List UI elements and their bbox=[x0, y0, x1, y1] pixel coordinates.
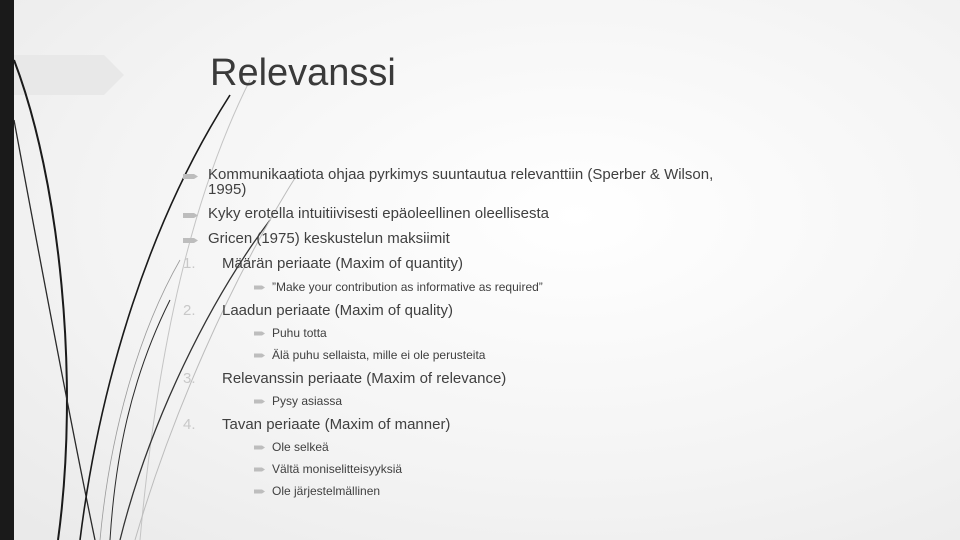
maxim-text: Laadun periaate (Maxim of quality) bbox=[222, 302, 453, 319]
sub-bullet-text: Ole selkeä bbox=[272, 440, 329, 454]
pencil-icon bbox=[254, 444, 266, 451]
list-number: 4. bbox=[183, 416, 196, 433]
pencil-icon bbox=[254, 466, 266, 473]
pencil-icon bbox=[183, 211, 199, 220]
list-number: 1. bbox=[183, 255, 196, 272]
slide-title: Relevanssi bbox=[210, 52, 396, 94]
pencil-icon bbox=[254, 398, 266, 405]
curve-line bbox=[14, 120, 95, 540]
pencil-icon bbox=[254, 352, 266, 359]
sub-bullet-text: Pysy asiassa bbox=[272, 394, 343, 408]
list-number: 3. bbox=[183, 370, 196, 387]
curve-line bbox=[110, 300, 170, 540]
bullet-text: Kyky erotella intuitiivisesti epäoleellinen oleellisesta bbox=[208, 205, 550, 222]
maxim-text: Tavan periaate (Maxim of manner) bbox=[222, 416, 451, 433]
pencil-icon bbox=[254, 488, 266, 495]
pencil-icon bbox=[254, 284, 266, 291]
maxim-text: Relevanssin periaate (Maxim of relevance) bbox=[222, 370, 507, 387]
bullet-text: 1995) bbox=[208, 181, 247, 198]
bullet-text: Gricen (1975) keskustelun maksiimit bbox=[208, 230, 450, 247]
sub-bullet-text: ”Make your contribution as informative as required” bbox=[272, 280, 543, 294]
accent-bar bbox=[0, 0, 14, 540]
pencil-icon bbox=[183, 172, 199, 181]
pencil-icon bbox=[254, 330, 266, 337]
title-arrow-shape bbox=[14, 55, 124, 95]
sub-bullet-text: Älä puhu sellaista, mille ei ole perusteita bbox=[272, 348, 486, 362]
list-number: 2. bbox=[183, 302, 196, 319]
maxim-text: Määrän periaate (Maxim of quantity) bbox=[222, 255, 463, 272]
sub-bullet-text: Puhu totta bbox=[272, 326, 327, 340]
bullet-text: Kommunikaatiota ohjaa pyrkimys suuntautua relevanttiin (Sperber & Wilson, bbox=[208, 166, 714, 183]
curve-line bbox=[14, 60, 67, 540]
sub-bullet-text: Ole järjestelmällinen bbox=[272, 484, 381, 498]
sub-bullet-text: Vältä moniselitteisyyksiä bbox=[272, 462, 403, 476]
pencil-icon bbox=[183, 236, 199, 245]
